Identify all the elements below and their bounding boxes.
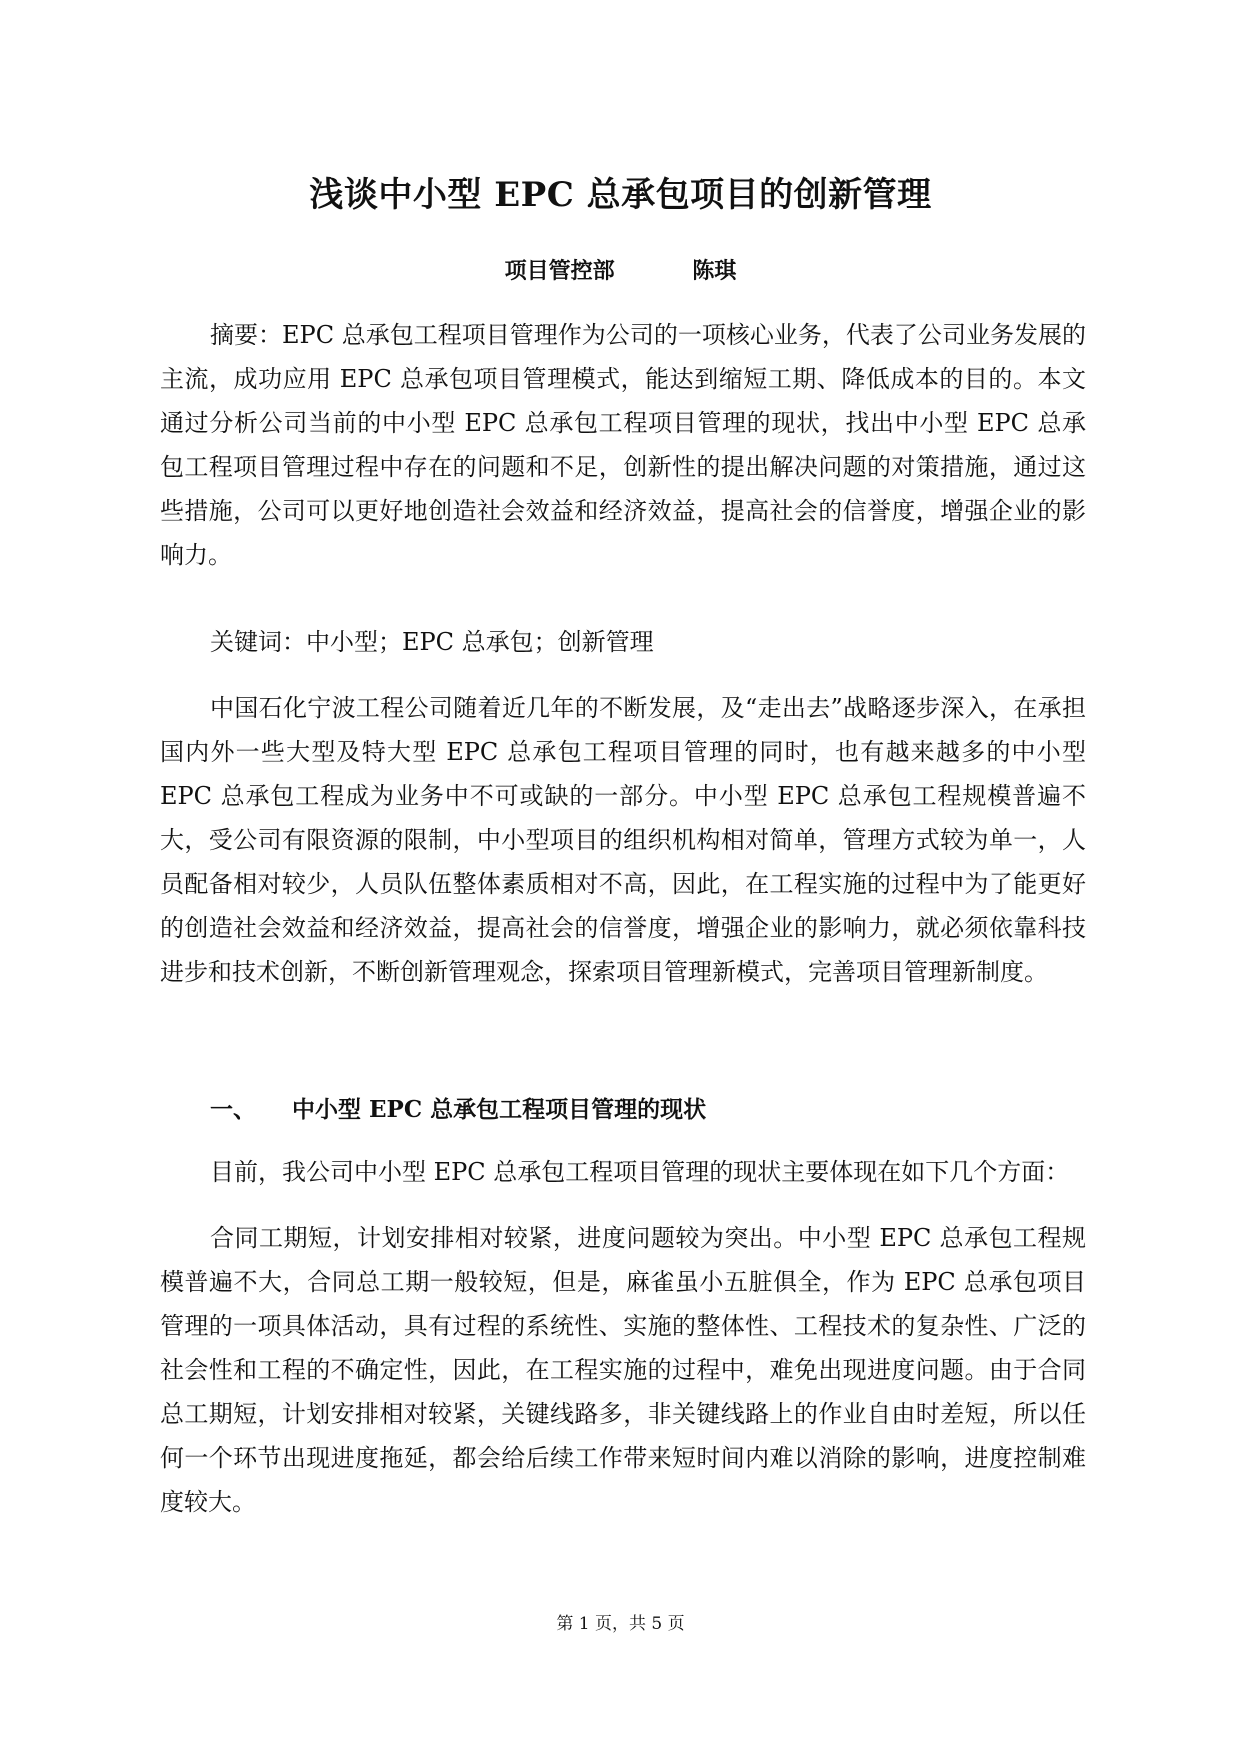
page-footer: 第 1 页，共 5 页 — [556, 1614, 685, 1634]
current-status-paragraph: 目前，我公司中小型 EPC 总承包工程项目管理的现状主要体现在如下几个方面： — [210, 1158, 1070, 1186]
document-title: 浅谈中小型 EPC 总承包项目的创新管理 — [309, 175, 932, 215]
section-heading — [210, 1090, 706, 1130]
intro-paragraph: 中国石化宁波工程公司随着近几年的不断发展，及“走出去”战略逐步深入，在承担国内外一些大型及特大型 EPC 总承包工程项目管理的同时，也有越来越多的中小型 EPC 总承包工程成为业务中不可或缺的一部分。中小型 EPC 总承包工程规模普遍不大，受公司有限资源的限制，中小型项目的组织机构相对简单，管理方式较为单一，人员配备相对较少，人员队伍整体素质相对不高，因此，在工程实施的过程中为了能更好的创造社会效益和经济效益，提高社会的信誉度，增强企业的影响力，就必须依靠科技进步和技术创新，不断创新管理观念，探索项目管理新模式，完善项目管理新制度。 — [160, 694, 1086, 986]
section-title: 中小型 EPC 总承包工程项目管理的现状 — [292, 1096, 707, 1123]
abstract-paragraph: 摘要：EPC 总承包工程项目管理作为公司的一项核心业务，代表了公司业务发展的主流，成功应用 EPC 总承包项目管理模式，能达到缩短工期、降低成本的目的。本文通过分析公司当前的中小型 EPC 总承包工程项目管理的现状，找出中小型 EPC 总承包工程项目管理过程中存在的问题和不足，创新性的提出解决问题的对策措施，通过这些措施，公司可以更好地创造社会效益和经济效益，提高社会的信誉度，增强企业的影响力。 — [160, 321, 1086, 569]
schedule-paragraph: 合同工期短，计划安排相对较紧，进度问题较为突出。中小型 EPC 总承包工程规模普遍不大，合同总工期一般较短，但是，麻雀虽小五脏俱全，作为 EPC 总承包项目管理的一项具体活动，具有过程的系统性、实施的整体性、工程技术的复杂性、广泛的社会性和工程的不确定性，因此，在工程实施的过程中，难免出现进度问题。由于合同总工期短，计划安排相对较紧，关键线路多，非关键线路上的作业自由时差短，所以任何一个环节出现进度拖延，都会给后续工作带来短时间内难以消除的影响，进度控制难度较大。 — [160, 1224, 1086, 1516]
author-line — [0, 256, 1241, 286]
section-number: 一、 — [210, 1096, 256, 1123]
author-department: 项目管控部 — [504, 258, 615, 284]
author-name: 陈琪 — [692, 258, 737, 284]
keywords-line: 关键词：中小型；EPC 总承包；创新管理 — [210, 628, 654, 656]
